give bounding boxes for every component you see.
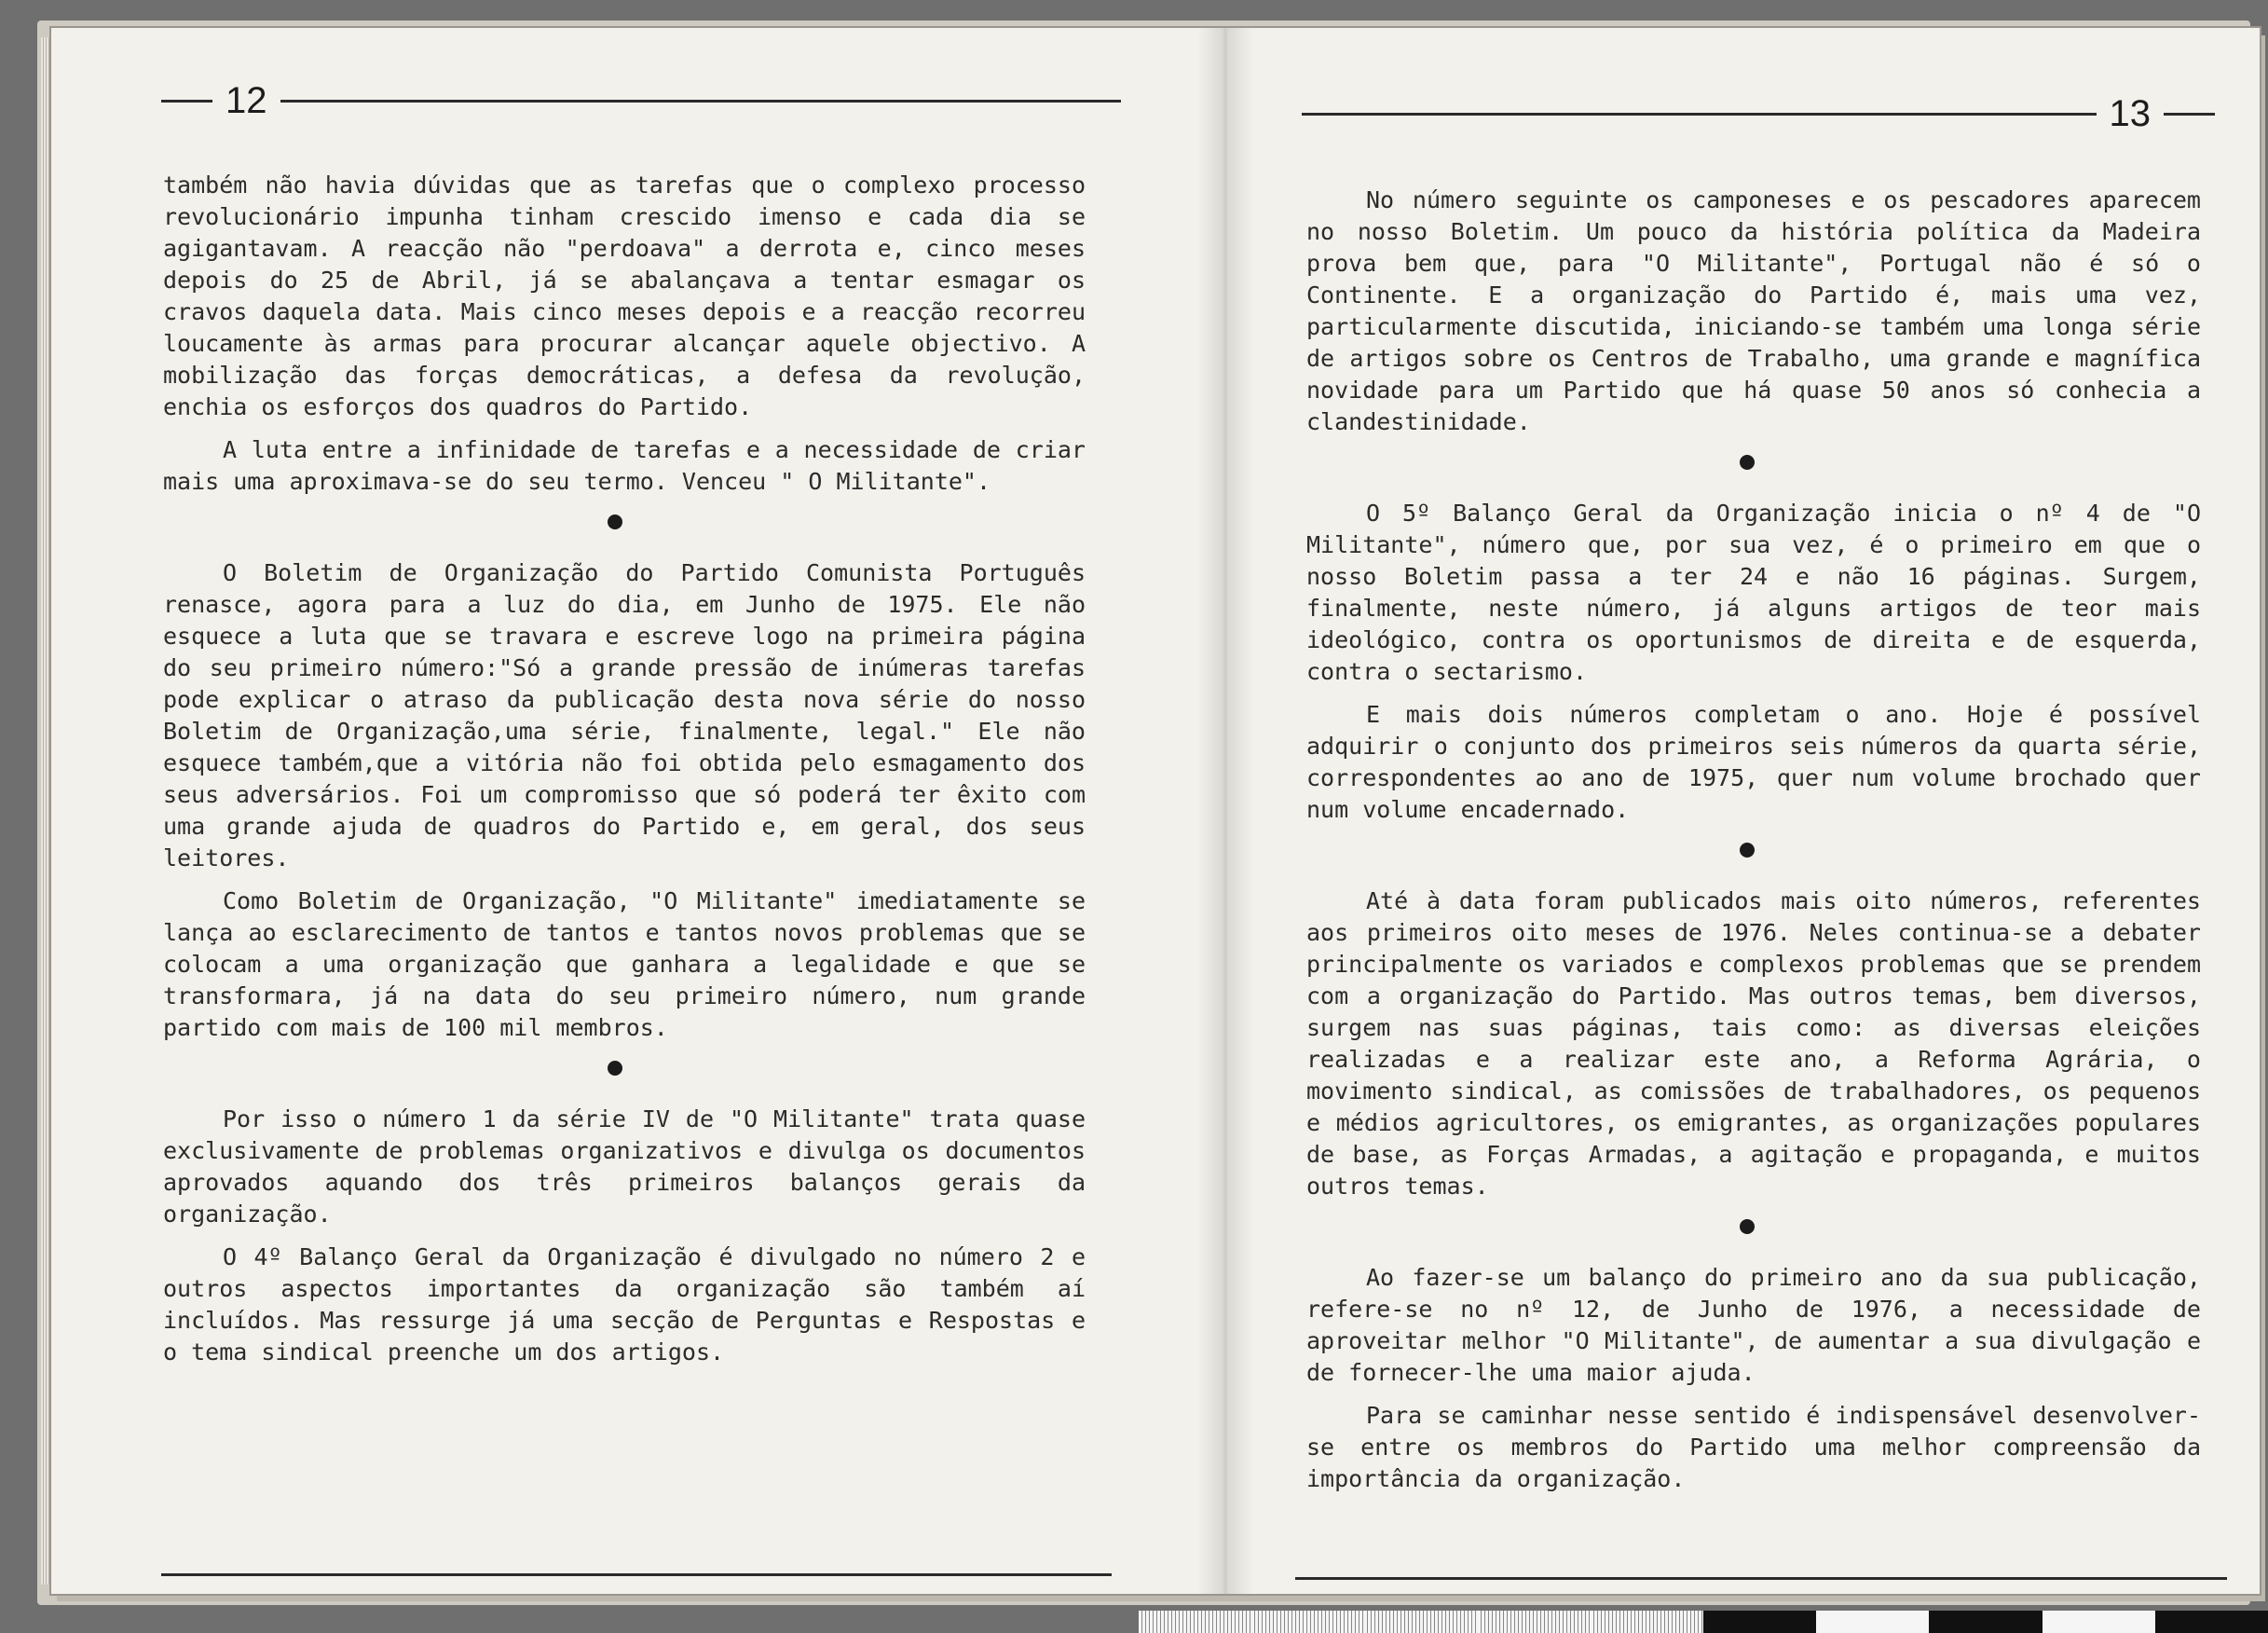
section-bullet: [608, 1061, 622, 1076]
paragraph: Até à data foram publicados mais oito números, referentes aos primeiros oito meses de 1976. Neles continua-se a debater principalmente os variados e complexos problemas que se prendem com a organização do Partido. Mas outros temas, bem diversos, surgem nas suas páginas, tais como: as diversas eleições realizadas e a realizar este ano, a Reforma Agrária, o movimento sindical, as comissões de trabalhadores, os pequenos e médios agricultores, os emigrantes, as organizações populares de base, as Forças Armadas, a agitação e propaganda, e muitos outros temas.: [1306, 887, 2201, 1200]
paragraph: No número seguinte os camponeses e os pescadores aparecem no nosso Boletim. Um pouco da história política da Madeira prova bem que, para "O Militante", Portugal não é só o Continente. E a organização do Partido é, mais uma vez, particularmente discutida, iniciando-se também uma longa série de artigos sobre os Centros de Trabalho, uma grande e magnífica novidade para um Partido que há quase 50 anos só conhecia a clandestinidade.: [1306, 186, 2201, 435]
paragraph: O Boletim de Organização do Partido Comunista Português renasce, agora para a luz do dia, em Junho de 1975. Ele não esquece a luta que se travara e escreve logo na primeira página do seu primeiro número:"Só a grande pressão de inúmeras tarefas pode explicar o atraso da publicação desta nova série do nosso Boletim de Organização,uma série, finalmente, legal." Ele não esquece também,que a vitória não foi obtida pelo esmagamento dos seus adversários. Foi um compromisso que só poderá ter êxito com uma grande ajuda de quadros do Partido e, em geral, dos seus leitores.: [163, 559, 1086, 871]
section-bullet: [1740, 843, 1755, 858]
page-number-right: 13: [2109, 93, 2151, 134]
page-number-left: 12: [225, 80, 267, 121]
left-page: [51, 28, 1216, 1594]
left-page-stack-edge: [41, 37, 50, 1585]
measurement-scale-bar: [1139, 1611, 2268, 1633]
right-page-body: [1306, 185, 2201, 1506]
paragraph: O 5º Balanço Geral da Organização inicia o nº 4 de "O Militante", número que, por sua vez, é o primeiro em que o nosso Boletim passa a ter 24 e não 16 páginas. Surgem, finalmente, neste número, já alguns artigos de teor mais ideológico, contra os oportunismos de direita e de esquerda, contra o sectarismo.: [1306, 500, 2201, 685]
scale-segment: [1816, 1611, 1929, 1633]
paragraph: O 4º Balanço Geral da Organização é divulgado no número 2 e outros aspectos importantes da organização são também aí incluídos. Mas ressurge já uma secção de Perguntas e Respostas e o tema sindical preenche um dos artigos.: [163, 1243, 1086, 1365]
left-page-body: [163, 170, 1086, 1379]
header-rule-right-short: [2164, 113, 2215, 116]
paragraph: E mais dois números completam o ano. Hoje é possível adquirir o conjunto dos primeiros seis números da quarta série, correspondentes ao ano de 1975, quer num volume brochado quer num volume encadernado.: [1306, 701, 2201, 823]
right-page-header: [1302, 95, 2215, 132]
scale-segment: [1139, 1611, 1251, 1633]
paragraph: Para se caminhar nesse sentido é indispensável desenvolver-se entre os membros do Partido uma melhor compreensão da importância da organização.: [1306, 1402, 2201, 1492]
scale-segment: [1591, 1611, 1703, 1633]
section-bullet: [608, 515, 622, 529]
left-page-footer-rule: [161, 1573, 1112, 1576]
scale-segment: [1703, 1611, 1816, 1633]
right-page-footer-rule: [1295, 1577, 2227, 1580]
header-rule-right-long: [1302, 113, 2097, 116]
scale-segment: [2155, 1611, 2268, 1633]
paragraph: Ao fazer-se um balanço do primeiro ano da sua publicação, refere-se no nº 12, de Junho de 1976, a necessidade de aproveitar melhor "O Militante", de aumentar a sua divulgação e de fornecer-lhe uma maior ajuda.: [1306, 1264, 2201, 1386]
section-bullet: [1740, 455, 1755, 470]
paragraph: Por isso o número 1 da série IV de "O Militante" trata quase exclusivamente de problemas organizativos e divulga os documentos aprovados aquando dos três primeiros balanços gerais da organização.: [163, 1105, 1086, 1228]
header-rule-left-long: [280, 100, 1122, 103]
paragraph: Como Boletim de Organização, "O Militante" imediatamente se lança ao esclarecimento de tantos e tantos novos problemas que se colocam a uma organização que ganhara a legalidade e que se transformara, já na data do seu primeiro número, num grande partido com mais de 100 mil membros.: [163, 887, 1086, 1041]
open-booklet-spread: [51, 28, 2260, 1594]
scale-segment: [1478, 1611, 1591, 1633]
scale-segment: [2043, 1611, 2155, 1633]
paragraph: também não havia dúvidas que as tarefas que o complexo processo revolucionário impunha tinham crescido imenso e cada dia se agigantavam. A reacção não "perdoava" a derrota e, cinco meses depois do 25 de Abril, já se abalançava a tentar esmagar os cravos daquela data. Mais cinco meses depois e a reacção recorreu loucamente às armas para procurar alcançar aquele objectivo. A mobilização das forças democráticas, a defesa da revolução, enchia os esforços dos quadros do Partido.: [163, 172, 1086, 420]
paragraph: A luta entre a infinidade de tarefas e a necessidade de criar mais uma aproximava-se do seu termo. Venceu " O Militante".: [163, 436, 1086, 495]
section-bullet: [1740, 1219, 1755, 1234]
right-page: [1235, 28, 2260, 1594]
scale-segment: [1929, 1611, 2042, 1633]
scale-segment: [1364, 1611, 1477, 1633]
left-page-header: [161, 82, 1121, 119]
header-rule-left-short: [161, 100, 212, 103]
scale-segment: [1251, 1611, 1364, 1633]
